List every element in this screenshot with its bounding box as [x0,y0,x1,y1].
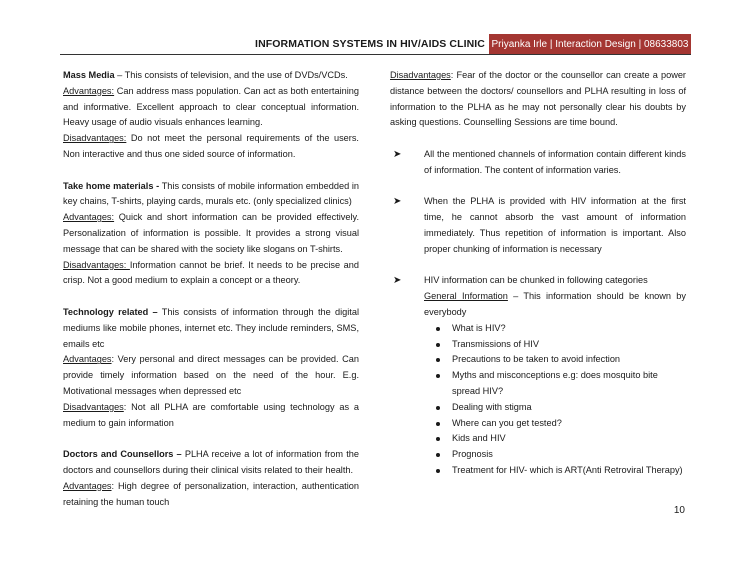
general-info-text: – This information should be known by everybody [424,291,686,317]
doctors-intro: PLHA receive a lot of information from the doctors and counsellors during their clinical visits related to their health. [63,449,359,475]
list-item: Where can you get tested? [436,416,686,432]
list-item: Treatment for HIV- which is ART(Anti Retroviral Therapy) [436,463,686,479]
technology-section [63,305,359,431]
left-column [63,68,359,526]
doctors-heading: Doctors and Counsellors – [63,449,182,460]
hiv-topics-list [390,321,686,479]
take-home-heading: Take home materials - [63,180,160,191]
mass-media-section [63,68,359,163]
doctors-disadvantages [390,68,686,131]
list-item: Transmissions of HIV [436,337,686,353]
arrow-item-repetition [390,194,686,257]
take-home-dis-text: Information cannot be brief. It needs to be precise and crisp. Not a good medium to explain a concept or a theory. [63,259,359,286]
arrow-item-text: When the PLHA is provided with HIV information at the first time, he cannot absorb the vast amount of information immediately. Thus repetition of information is important. Also proper chunking of information is necessary [424,196,686,254]
technology-heading: Technology related – [63,306,158,317]
take-home-intro: This consists of mobile information embedded in key chains, T-shirts, playing cards, murals etc. (only specialized clinics) [63,180,360,207]
general-info-label: General Information [424,291,508,302]
take-home-section [63,179,359,290]
list-item: Myths and misconceptions e.g: does mosquito bite spread HIV? [436,368,686,400]
header-title: INFORMATION SYSTEMS IN HIV/AIDS CLINIC [255,38,485,50]
list-item: What is HIV? [436,321,686,337]
page-number: 10 [673,505,685,516]
doctors-dis-label: Disadvantages [390,70,451,80]
arrow-bullet-icon: ➤ [393,148,402,160]
mass-media-intro: – This consists of television, and the use of DVDs/VCDs. [114,70,348,80]
arrow-item-text: HIV information can be chunked in following categories [424,275,648,286]
technology-dis-label: Disadvantages [63,401,124,412]
doctors-adv-text: : High degree of personalization, interaction, authentication retaining the human touch [63,480,359,507]
technology-dis-text: : Not all PLHA are comfortable using technology as a medium to gain information [63,401,359,428]
doctors-section [63,447,359,510]
technology-adv-text: : Very personal and direct messages can be provided. Can provide timely information based on the need of the hour. E.g. Motivational messages when depressed etc [63,354,359,396]
list-item: Prognosis [436,447,686,463]
arrow-item-chunking [390,273,686,320]
take-home-dis-label: Disadvantages: [63,259,130,270]
technology-adv-label: Advantages [63,354,112,365]
header-author-box: Priyanka Irle | Interaction Design | 08633803 [489,34,691,54]
general-info-line [424,289,686,321]
doctors-adv-label: Advantages [63,480,112,491]
mass-media-adv-text: Can address mass population. Can act as both entertaining and informative. Excellent approach to clear conceptual information. Heavy usage of audio visuals enhances learning. [63,85,359,128]
arrow-item-text: All the mentioned channels of information contain different kinds of information. The content of information varies. [424,148,686,175]
take-home-adv-label: Advantages: [63,212,115,223]
mass-media-dis-text: Do not meet the personal requirements of the users. Non interactive and thus one sided source of information. [63,133,359,159]
list-item: Kids and HIV [436,431,686,447]
technology-intro: This consists of information through the digital mediums like mobile phones, internet etc. They include reminders, SMS, emails etc [63,306,359,349]
list-item: Dealing with stigma [436,400,686,416]
mass-media-heading: Mass Media [63,70,115,80]
arrow-bullet-icon: ➤ [393,196,402,208]
list-item: Precautions to be taken to avoid infection [436,352,686,368]
mass-media-adv-label: Advantages: [63,85,115,96]
page-header [60,34,691,55]
doctors-dis-text: : Fear of the doctor or the counsellor can create a power distance between the doctors/ counsellors and PLHA resulting in loss of information to the PLHA as he may not personally clear his doubts by asking questions. Counselling Sessions are time bound. [390,70,686,128]
right-column [390,68,686,479]
arrow-item-channels [390,147,686,179]
mass-media-dis-label: Disadvantages: [63,133,127,144]
take-home-adv-text: Quick and short information can be provided effectively. Personalization of information is possible. It provides a strong visual message that can be shared with the society like slogans on T-shirts. [63,212,359,254]
arrow-bullet-icon: ➤ [393,275,402,287]
